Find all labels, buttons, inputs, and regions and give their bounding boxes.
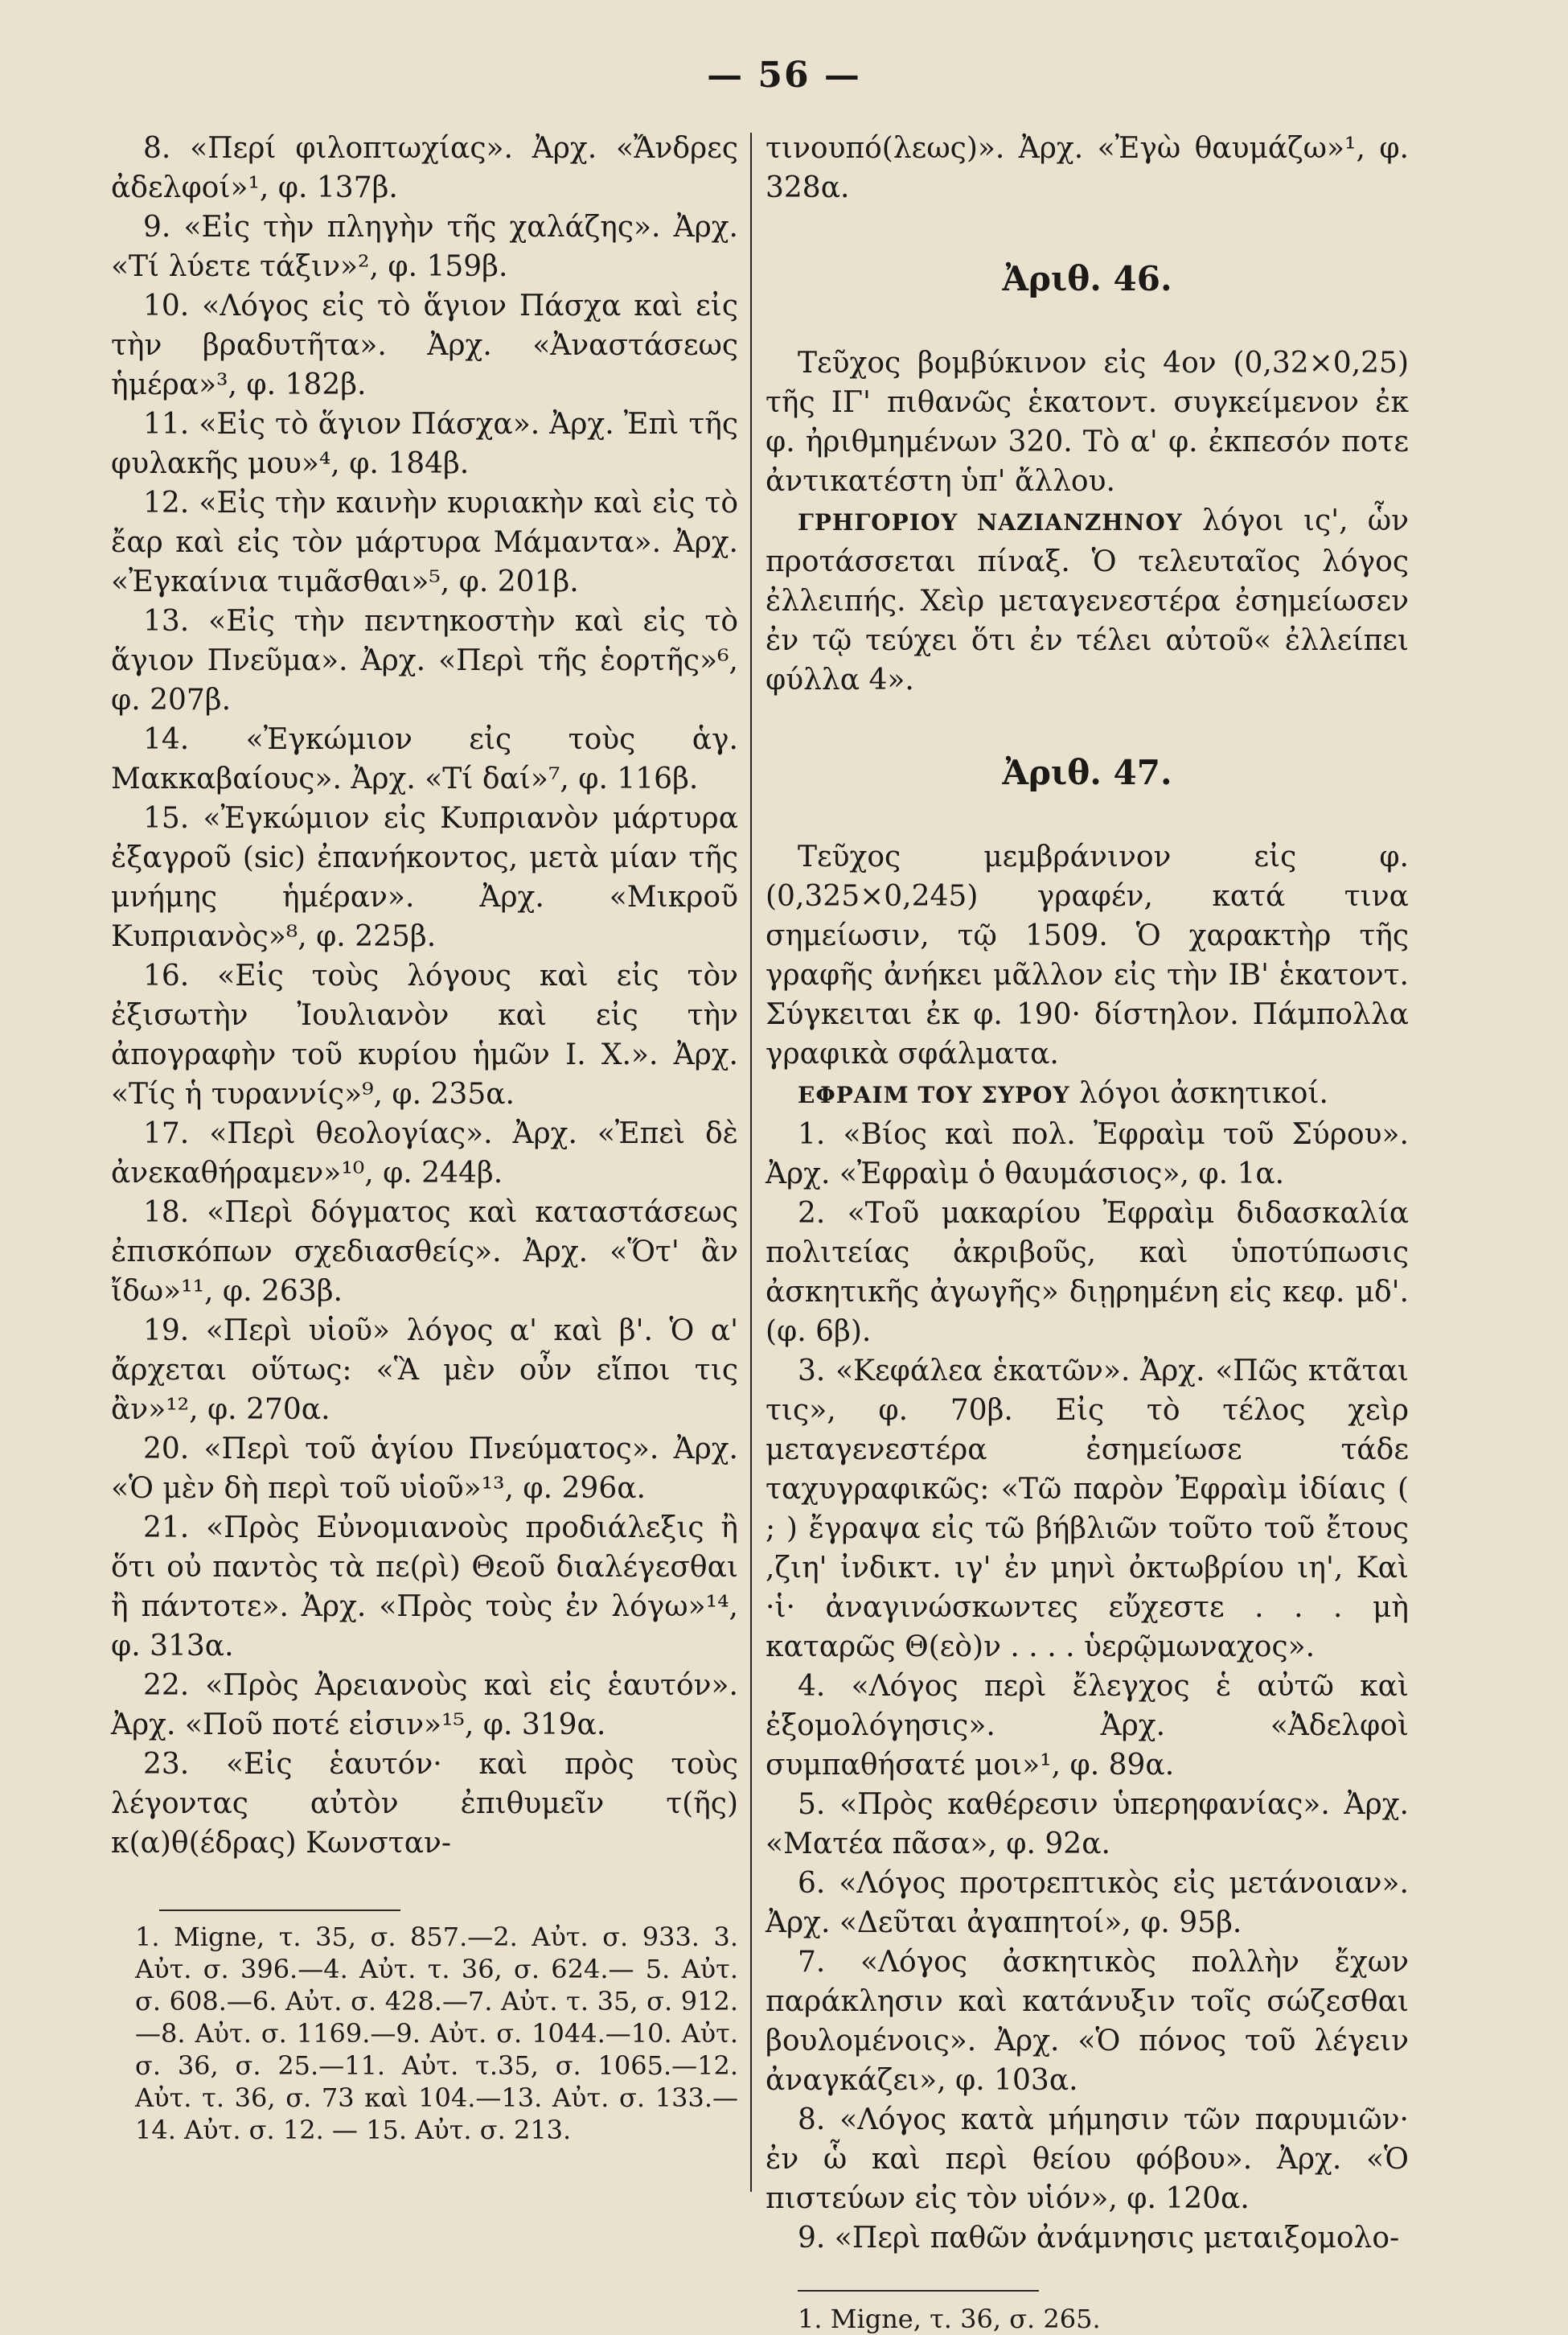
entry-20: 20. «Περὶ τοῦ ἁγίου Πνεύματος». Ἀρχ. «Ὁ μὲν δὴ περὶ τοῦ υἱοῦ»¹³, φ. 296α. [111,1433,738,1505]
heading-46: Ἀριθ. 46. [1002,259,1172,298]
entry-13: 13. «Εἰς τὴν πεντηκοστὴν καὶ εἰς τὸ ἅγιον Πνεῦμα». Ἀρχ. «Περὶ τῆς ἑορτῆς»⁶, φ. 207β. [111,605,738,717]
contents-46-text: λόγοι ις', ὧν προτάσσεται πίναξ. Ὁ τελευταῖος λόγος ἐλλειπής. Χεὶρ μεταγενεστέρα ἐσημείωσεν ἐν τῷ τεύχει ὅτι ἐν τέλει αὐτοῦ« ἐλλείπει φύλλα 4». [766,504,1409,697]
entry-18: 18. «Περὶ δόγματος καὶ καταστάσεως ἐπισκόπων σχεδιασθείς». Ἀρχ. «Ὅτ' ἂν ἴδω»¹¹, φ. 263β. [111,1196,738,1308]
ephraim-entry-1: 1. «Βίος καὶ πολ. Ἐφραὶμ τοῦ Σύρου». Ἀρχ. «Ἐφραὶμ ὁ θαυμάσιος», φ. 1α. [766,1118,1409,1190]
ephraim-entry-3: 3. «Κεφάλεα ἑκατῶν». Ἀρχ. «Πῶς κτᾶται τις», φ. 70β. Εἰς τὸ τέλος χεὶρ μεταγενεστέρα ἐσημείωσε τάδε ταχυγραφικῶς: «Τῶ παρὸν Ἐφραὶμ ἰδίαις ( ; ) ἔγραψα εἰς τῶ βήβλιῶν τοῦτο τοῦ ἔτους ,ζιη' ἰνδικτ. ιγ' ἐν μηνὶ ὀκτωβρίου ιη', Καὶ ·ἱ· ἀναγινώσκωντες εὔχεστε . . . μὴ καταρῶς Θ(εὸ)ν . . . . ὑερῷμωναχος». [766,1355,1409,1663]
ephraim-entry-2: 2. «Τοῦ μακαρίου Ἐφραὶμ διδασκαλία πολιτείας ἀκριβοῦς, καὶ ὑποτύπωσις ἀσκητικῆς ἀγωγῆς» διῃρημένη εἰς κεφ. μδ'. (φ. 6β). [766,1197,1409,1348]
entry-10: 10. «Λόγος εἰς τὸ ἅγιον Πάσχα καὶ εἰς τὴν βραδυτῆτα». Ἀρχ. «Ἀναστάσεως ἡμέρα»³, φ. 182β. [111,290,738,401]
column-divider [750,133,752,2192]
author-ephraim: ΕΦΡΑΙΜ ΤΟΥ ΣΥΡΟΥ [798,1082,1070,1108]
entry-23-continuation: τινουπό(λεως)». Ἀρχ. «Ἐγὼ θαυμάζω»¹, φ. 328α. [766,132,1409,204]
entry-9: 9. «Εἰς τὴν πληγὴν τῆς χαλάζης». Ἀρχ. «Τί λύετε τάξιν»², φ. 159β. [111,211,738,283]
entry-8: 8. «Περί φιλοπτωχίας». Ἀρχ. «Ἄνδρες ἀδελφοί»¹, φ. 137β. [111,132,738,204]
ephraim-entry-7: 7. «Λόγος ἀσκητικὸς πολλὴν ἔχων παράκλησιν καὶ κατάνυξιν τοῖς σώζεσθαι βουλομένοις». Ἀρχ. «Ὁ πόνος τοῦ λέγειν ἀναγκάζει», φ. 103α. [766,1946,1409,2097]
contents-47 [766,1074,1409,1115]
ephraim-entry-8: 8. «Λόγος κατὰ μήμησιν τῶν παρυμιῶν· ἐν ὧ καὶ περὶ θείου φόβου». Ἀρχ. «Ὁ πιστεύων εἰς τὸν υἱόν», φ. 120α. [766,2103,1409,2215]
footnote-rule-right [798,2290,1039,2292]
entry-19: 19. «Περὶ υἱοῦ» λόγος α' καὶ β'. Ὁ α' ἄρχεται οὕτως: «Ἃ μὲν οὖν εἴποι τις ἂν»¹², φ. 270α. [111,1314,738,1426]
contents-46 [766,501,1409,700]
entry-16: 16. «Εἰς τοὺς λόγους καὶ εἰς τὸν ἐξισωτὴν Ἰουλιανὸν καὶ εἰς τὴν ἀπογραφὴν τοῦ κυρίου ἡμῶν Ι. Χ.». Ἀρχ. «Τίς ἡ τυραννίς»⁹, φ. 235α. [111,960,738,1111]
contents-47-text: λόγοι ἀσκητικοί. [1079,1077,1328,1110]
ephraim-entry-4: 4. «Λόγος περὶ ἔλεγχος ἑ αὐτῶ καὶ ἐξομολόγησις». Ἀρχ. «Ἀδελφοὶ συμπαθήσατέ μοι»¹, φ. 89α. [766,1670,1409,1782]
entry-21: 21. «Πρὸς Εὐνομιανοὺς προδιάλεξις ἢ ὅτι οὐ παντὸς τὰ πε(ρὶ) Θεοῦ διαλέγεσθαι ἢ πάντοτε». Ἀρχ. «Πρὸς τοὺς ἐν λόγω»¹⁴, φ. 313α. [111,1511,738,1663]
description-47: Τεῦχος μεμβράνινον εἰς φ. (0,325×0,245) γραφέν, κατά τινα σημείωσιν, τῷ 1509. Ὁ χαρακτὴρ τῆς γραφῆς ἀνήκει μᾶλλον εἰς τὴν ΙΒ' ἑκατοντ. Σύγκειται ἐκ φ. 190· δίστηλον. Πάμπολλα γραφικὰ σφάλματα. [766,841,1409,1071]
entry-12: 12. «Εἰς τὴν καινὴν κυριακὴν καὶ εἰς τὸ ἔαρ καὶ εἰς τὸν μάρτυρα Μάμαντα». Ἀρχ. «Ἐγκαίνια τιμᾶσθαι»⁵, φ. 201β. [111,487,738,598]
entry-23: 23. «Εἰς ἑαυτόν· καὶ πρὸς τοὺς λέγοντας αὐτὸν ἐπιθυμεῖν τ(ῆς) κ(α)θ(έδρας) Κωνσταν- [111,1748,738,1860]
author-gregory: ΓΡΗΓΟΡΙΟΥ ΝΑΖΙΑΝΖΗΝΟΥ [798,509,1183,536]
left-footnotes: 1. Migne, τ. 35, σ. 857.—2. Αὐτ. σ. 933. 3. Αὐτ. σ. 396.—4. Αὐτ. τ. 36, σ. 624.— 5. Αὐτ. σ. 608.—6. Αὐτ. σ. 428.—7. Αὐτ. τ. 35, σ. 912.—8. Αὐτ. σ. 1169.—9. Αὐτ. σ. 1044.—10. Αὐτ. σ. 36, σ. 25.—11. Αὐτ. τ.35, σ. 1065.—12. Αὐτ. τ. 36, σ. 73 καὶ 104.—13. Αὐτ. σ. 133.—14. Αὐτ. σ. 12. — 15. Αὐτ. σ. 213. [135,1922,738,2145]
ephraim-entry-9: 9. «Περὶ παθῶν ἀνάμνησις μεταιξομολο- [798,2222,1400,2255]
ephraim-entry-5: 5. «Πρὸς καθέρεσιν ὑπερηφανίας». Ἀρχ. «Ματέα πᾶσα», φ. 92α. [766,1788,1409,1860]
right-column [766,129,1409,2335]
right-footnote: 1. Migne, τ. 36, σ. 265. [798,2304,1101,2334]
ephraim-entry-6: 6. «Λόγος προτρεπτικὸς εἰς μετάνοιαν». Ἀρχ. «Δεῦται ἀγαπητοί», φ. 95β. [766,1867,1409,1939]
description-46: Τεῦχος βομβύκινον εἰς 4ον (0,32×0,25) τῆς ΙΓ' πιθανῶς ἑκατοντ. συγκείμενον ἐκ φ. ἠριθμημένων 320. Τὸ α' φ. ἐκπεσόν ποτε ἀντικατέστη ὑπ' ἄλλου. [766,347,1409,498]
entry-14: 14. «Ἐγκώμιον εἰς τοὺς ἁγ. Μακκαβαίους». Ἀρχ. «Τί δαί»⁷, φ. 116β. [111,723,738,795]
heading-47: Ἀριθ. 47. [1002,753,1172,792]
entry-22: 22. «Πρὸς Ἀρειανοὺς καὶ εἰς ἑαυτόν». Ἀρχ. «Ποῦ ποτέ εἰσιν»¹⁵, φ. 319α. [111,1669,738,1741]
footnote-rule [159,1910,400,1911]
left-column [111,129,738,2146]
entry-17: 17. «Περὶ θεολογίας». Ἀρχ. «Ἐπεὶ δὲ ἀνεκαθήραμεν»¹⁰, φ. 244β. [111,1117,738,1190]
page-number: — 56 — [707,55,861,96]
entry-11: 11. «Εἰς τὸ ἅγιον Πάσχα». Ἀρχ. Ἐπὶ τῆς φυλακῆς μου»⁴, φ. 184β. [111,408,738,480]
entry-15: 15. «Ἐγκώμιον εἰς Κυπριανὸν μάρτυρα ἐξαγροῦ (sic) ἐπανήκοντος, μετὰ μίαν τῆς μνήμης ἡμέραν». Ἀρχ. «Μικροῦ Κυπριανὸς»⁸, φ. 225β. [111,802,738,953]
